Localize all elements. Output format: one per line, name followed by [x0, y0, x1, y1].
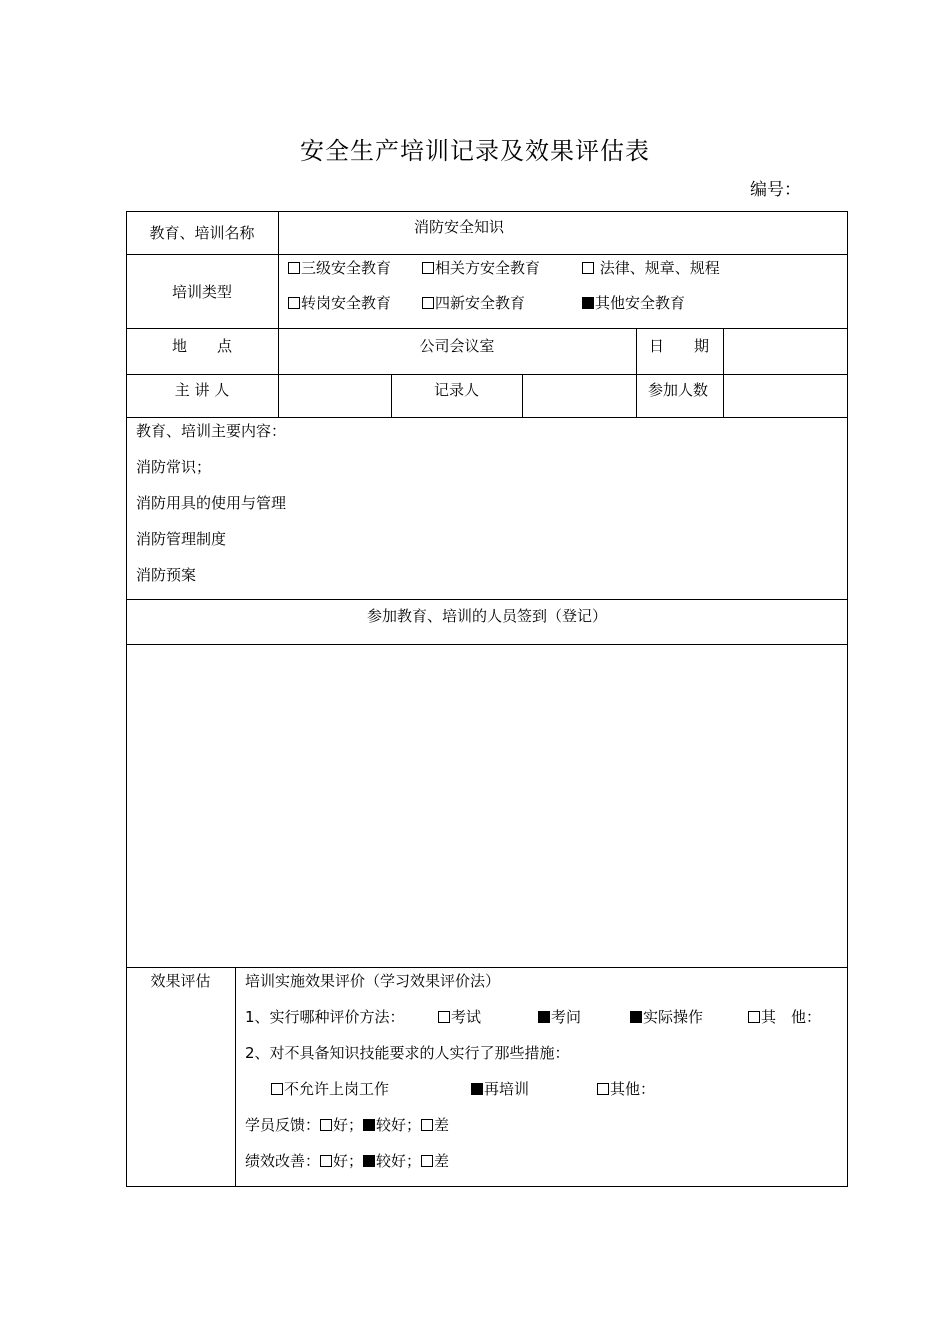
content-item: 消防管理制度 [136, 530, 227, 548]
checkbox-icon[interactable] [538, 1011, 550, 1023]
q1-label: 1、实行哪种评价方法： [245, 1008, 405, 1026]
training-type-laws[interactable]: 法律、规章、规程 [582, 259, 720, 277]
row-divider [126, 599, 848, 600]
q2-option-other[interactable]: 其他： [597, 1080, 655, 1098]
col-divider [235, 967, 236, 1187]
row-divider [126, 328, 848, 329]
participants-label: 参加人数 [648, 381, 709, 399]
q1-option-other[interactable]: 其 他： [748, 1008, 821, 1026]
recorder-label: 记录人 [433, 381, 479, 399]
serial-number-label: 编号： [750, 180, 801, 200]
checkbox-icon[interactable] [320, 1155, 332, 1167]
evaluation-label: 效果评估 [150, 972, 211, 990]
checkbox-icon[interactable] [630, 1011, 642, 1023]
checkbox-icon[interactable] [288, 262, 300, 274]
content-item: 消防预案 [136, 566, 197, 584]
q2-option-no-work[interactable]: 不允许上岗工作 [271, 1080, 389, 1098]
checkbox-icon[interactable] [288, 297, 300, 309]
col-divider [522, 374, 523, 417]
checkbox-icon[interactable] [597, 1083, 609, 1095]
content-item: 消防常识； [136, 458, 212, 476]
content-heading: 教育、培训主要内容： [136, 422, 287, 440]
col-divider [723, 328, 724, 417]
training-type-related-party[interactable]: 相关方安全教育 [422, 259, 540, 277]
training-name-label: 教育、培训名称 [149, 224, 255, 242]
q1-option-exam[interactable]: 考试 [438, 1008, 481, 1026]
checkbox-icon[interactable] [748, 1011, 760, 1023]
location-value[interactable]: 公司会议室 [419, 337, 495, 355]
col-divider [278, 211, 279, 417]
q1-option-practice[interactable]: 实际操作 [630, 1008, 703, 1026]
checkbox-icon[interactable] [271, 1083, 283, 1095]
training-type-transfer[interactable]: 转岗安全教育 [288, 294, 391, 312]
improvement-row: 绩效改善： 好； 较好； 差 [245, 1152, 450, 1170]
content-item: 消防用具的使用与管理 [136, 494, 287, 512]
checkbox-icon[interactable] [438, 1011, 450, 1023]
date-label: 日 期 [649, 337, 710, 355]
q1-option-oral[interactable]: 考问 [538, 1008, 581, 1026]
col-divider [636, 328, 637, 417]
checkbox-icon[interactable] [320, 1119, 332, 1131]
checkbox-icon[interactable] [471, 1083, 483, 1095]
feedback-row: 学员反馈： 好； 较好； 差 [245, 1116, 450, 1134]
checkbox-icon[interactable] [421, 1119, 433, 1131]
checkbox-icon[interactable] [363, 1155, 375, 1167]
improvement-label: 绩效改善： [245, 1152, 321, 1170]
signin-area[interactable] [127, 645, 847, 966]
checkbox-icon[interactable] [582, 262, 594, 274]
training-type-three-level[interactable]: 三级安全教育 [288, 259, 391, 277]
q2-label: 2、对不具备知识技能要求的人实行了那些措施： [245, 1044, 570, 1062]
training-type-other[interactable]: 其他安全教育 [582, 294, 685, 312]
checkbox-icon[interactable] [582, 297, 594, 309]
training-type-four-new[interactable]: 四新安全教育 [422, 294, 525, 312]
row-divider [126, 254, 848, 255]
row-divider [126, 417, 848, 418]
training-type-label: 培训类型 [171, 283, 232, 301]
training-name-value[interactable]: 消防安全知识 [414, 218, 505, 236]
checkbox-icon[interactable] [363, 1119, 375, 1131]
checkbox-icon[interactable] [422, 297, 434, 309]
checkbox-icon[interactable] [421, 1155, 433, 1167]
location-label: 地 点 [171, 337, 232, 355]
feedback-label: 学员反馈： [245, 1116, 321, 1134]
row-divider [126, 374, 848, 375]
lecturer-label: 主 讲 人 [174, 381, 230, 399]
checkbox-icon[interactable] [422, 262, 434, 274]
q2-option-retrain[interactable]: 再培训 [471, 1080, 529, 1098]
evaluation-heading: 培训实施效果评价（学习效果评价法） [245, 972, 501, 990]
page-title: 安全生产培训记录及效果评估表 [300, 137, 650, 165]
signin-heading: 参加教育、培训的人员签到（登记） [366, 607, 607, 625]
